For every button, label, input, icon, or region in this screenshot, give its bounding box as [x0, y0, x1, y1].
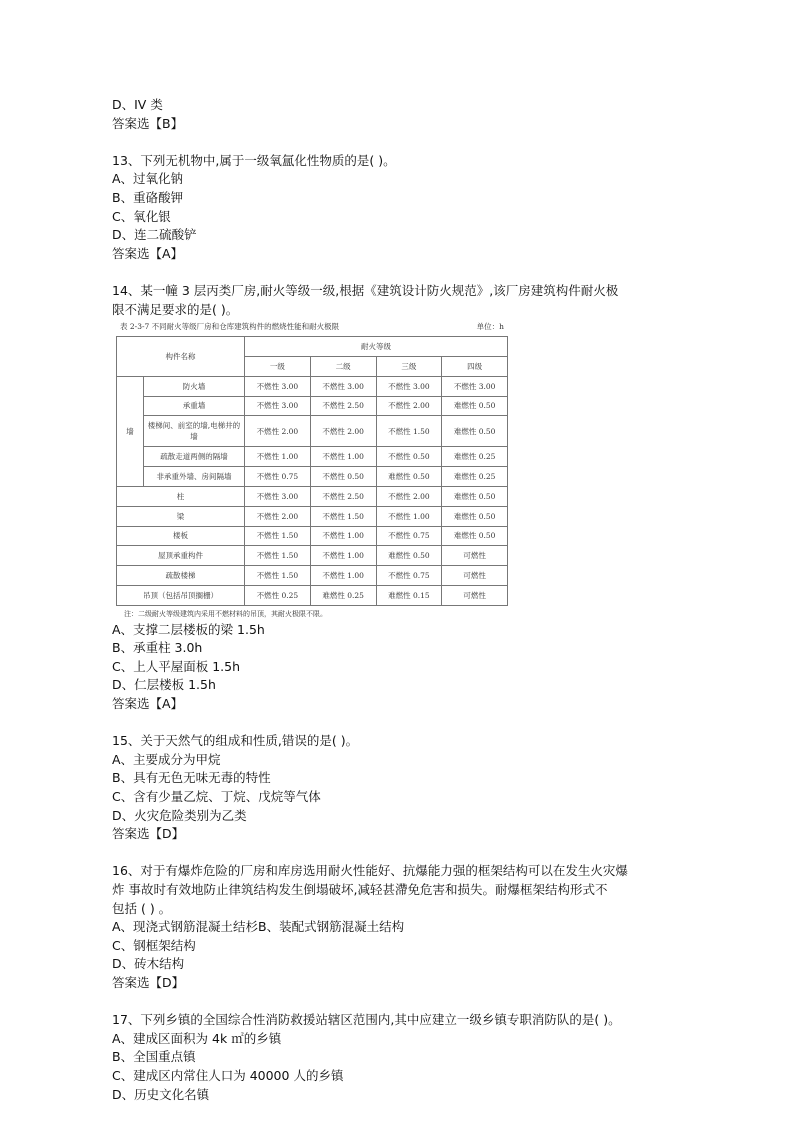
q15-answer: 答案选【D】 [112, 826, 185, 842]
table-row [117, 585, 508, 605]
exam-page [112, 96, 692, 1104]
table-cell: 不燃性 3.00 [245, 396, 311, 416]
table-cell: 不燃性 2.00 [376, 486, 442, 506]
row-label: 屋顶承重构件 [117, 546, 245, 566]
q13-answer: 答案选【A】 [112, 245, 184, 261]
q16-option-c: C、钢框架结构 [112, 937, 196, 953]
q12-option-d: D、IV 类 [112, 97, 163, 112]
row-label: 吊顶（包括吊顶搁栅） [117, 585, 245, 605]
header-level: 四级 [442, 356, 508, 376]
table-cell: 不燃性 2.00 [376, 396, 442, 416]
table-unit: 单位：h [476, 322, 504, 332]
table-caption: 表 2-3-7 不同耐火等级厂房和仓库建筑构件的燃烧性能和耐火极限 [120, 322, 340, 332]
q16-question-line2: 炸 事故时有效地防止律筑结构发生倒塌破坏,减轻甚滯免危害和损失。耐爆框架结构形式不 [112, 882, 608, 897]
table-cell: 不燃性 1.50 [310, 506, 376, 526]
q14-option-b: B、承重柱 3.0h [112, 640, 203, 656]
table-cell: 难燃性 0.50 [442, 396, 508, 416]
table-cell: 不燃性 1.00 [310, 526, 376, 546]
table-cell: 不燃性 1.50 [245, 526, 311, 546]
q15-option-c: C、含有少量乙烷、丁烷、戊烷等气体 [112, 789, 321, 805]
q15-option-a: A、主要成分为甲烷 [112, 751, 221, 767]
q12-answer: 答案选【B】 [112, 115, 184, 131]
q16-option-d: D、砖木结构 [112, 956, 185, 972]
q14-option-c: C、上人平屋面板 1.5h [112, 658, 241, 674]
table-cell: 不燃性 1.00 [376, 506, 442, 526]
table-cell: 不燃性 3.00 [376, 376, 442, 396]
table-row [117, 416, 508, 447]
table-cell: 难燃性 0.50 [442, 506, 508, 526]
table-row [117, 546, 508, 566]
table-cell: 不燃性 0.75 [376, 566, 442, 586]
row-label: 承重墙 [144, 396, 245, 416]
header-fire-rating: 耐火等级 [245, 337, 508, 357]
table-cell: 不燃性 2.00 [245, 506, 311, 526]
table-cell: 不燃性 0.50 [310, 467, 376, 487]
table-cell: 不燃性 3.00 [310, 376, 376, 396]
table-cell: 不燃性 3.00 [245, 486, 311, 506]
table-cell: 不燃性 2.50 [310, 486, 376, 506]
q16-option-ab: A、现浇式钢筋混凝土结杉B、装配式钢筋混凝土结构 [112, 919, 405, 935]
table-row [117, 566, 508, 586]
table-row [117, 376, 508, 396]
table-cell: 不燃性 0.50 [376, 447, 442, 467]
table-row [117, 396, 508, 416]
table-cell: 难燃性 0.50 [442, 486, 508, 506]
table-cell: 不燃性 0.25 [245, 585, 311, 605]
q15-question: 15、关于天然气的组成和性质,错误的是( )。 [112, 733, 359, 749]
table-row [117, 486, 508, 506]
table-cell: 难燃性 0.25 [310, 585, 376, 605]
table-cell: 难燃性 0.50 [376, 467, 442, 487]
table-row [117, 526, 508, 546]
table-cell: 不燃性 1.00 [310, 447, 376, 467]
table-cell: 难燃性 0.25 [442, 447, 508, 467]
q14-option-d: D、仁层楼板 1.5h [112, 677, 216, 693]
table-cell: 不燃性 2.00 [245, 416, 311, 447]
q17-option-d: D、历史文化名镇 [112, 1086, 210, 1102]
table-cell: 不燃性 1.00 [310, 566, 376, 586]
table-cell: 不燃性 3.00 [245, 376, 311, 396]
q17-option-a: A、建成区面积为 4k ㎡的乡镇 [112, 1030, 282, 1046]
row-label: 楼梯间、前室的墙,电梯井的墙 [144, 416, 245, 447]
table-row [117, 467, 508, 487]
q13-option-c: C、氧化银 [112, 208, 171, 224]
q17-option-c: C、建成区内常住人口为 40000 人的乡镇 [112, 1067, 344, 1083]
table-cell: 不燃性 1.00 [245, 447, 311, 467]
header-component-name: 构件名称 [117, 337, 245, 377]
table-cell: 不燃性 2.50 [310, 396, 376, 416]
fire-resistance-table [116, 336, 508, 606]
q16-answer: 答案选【D】 [112, 974, 185, 990]
q16-question-line3: 包括 ( ) 。 [112, 900, 172, 916]
table-cell: 可燃性 [442, 585, 508, 605]
q17-question: 17、下列乡镇的全国综合性消防救援站辖区范围内,其中应建立一级乡镇专职消防队的是( )。 [112, 1012, 621, 1028]
table-cell: 可燃性 [442, 566, 508, 586]
table-row [117, 447, 508, 467]
table-row [117, 506, 508, 526]
q15-option-b: B、具有无色无味无毒的特性 [112, 770, 271, 786]
header-level: 一级 [245, 356, 311, 376]
q14-answer: 答案选【A】 [112, 696, 184, 712]
wall-group-label: 墙 [117, 376, 144, 486]
row-label: 柱 [117, 486, 245, 506]
table-cell: 不燃性 3.00 [442, 376, 508, 396]
q14-option-a: A、支撑二层楼板的梁 1.5h [112, 621, 265, 637]
fire-resistance-table-figure [116, 321, 508, 619]
q15-option-d: D、火灾危险类别为乙类 [112, 807, 247, 823]
table-cell: 不燃性 1.50 [376, 416, 442, 447]
row-label: 梁 [117, 506, 245, 526]
q16-question-line1: 16、对于有爆炸危险的厂房和库房选用耐火性能好、抗爆能力强的框架结构可以在发生火灾爆 [112, 863, 628, 879]
table-cell: 难燃性 0.50 [376, 546, 442, 566]
q13-option-b: B、重硌酸钾 [112, 189, 184, 205]
table-cell: 不燃性 0.75 [376, 526, 442, 546]
table-cell: 不燃性 1.50 [245, 566, 311, 586]
row-label: 防火墙 [144, 376, 245, 396]
header-level: 三级 [376, 356, 442, 376]
table-cell: 可燃性 [442, 546, 508, 566]
q13-option-a: A、过氧化钠 [112, 171, 184, 187]
row-label: 疏散走道两侧的隔墙 [144, 447, 245, 467]
table-note: 注：二级耐火等级建筑内采用不燃材料的吊顶，其耐火极限不限。 [124, 609, 327, 618]
q14-question-line1: 14、某一幢 3 层丙类厂房,耐火等级一级,根据《建筑设计防火规范》,该厂房建筑构件耐火极 [112, 282, 619, 298]
q14-question-line2: 限不满足要求的是( )。 [112, 301, 239, 317]
row-label: 非承重外墙、房间隔墙 [144, 467, 245, 487]
row-label: 疏散楼梯 [117, 566, 245, 586]
table-cell: 难燃性 0.15 [376, 585, 442, 605]
table-cell: 不燃性 0.75 [245, 467, 311, 487]
q13-option-d: D、连二硫酸铲 [112, 227, 197, 243]
header-level: 二级 [310, 356, 376, 376]
table-cell: 不燃性 2.00 [310, 416, 376, 447]
row-label: 楼板 [117, 526, 245, 546]
q17-option-b: B、全国重点镇 [112, 1049, 196, 1065]
table-cell: 难燃性 0.50 [442, 416, 508, 447]
q13-question: 13、下列无机物中,属于一级氧氲化性物质的是( )。 [112, 152, 396, 168]
table-cell: 不燃性 1.00 [310, 546, 376, 566]
table-cell: 难燃性 0.25 [442, 467, 508, 487]
table-cell: 难燃性 0.50 [442, 526, 508, 546]
table-cell: 不燃性 1.50 [245, 546, 311, 566]
